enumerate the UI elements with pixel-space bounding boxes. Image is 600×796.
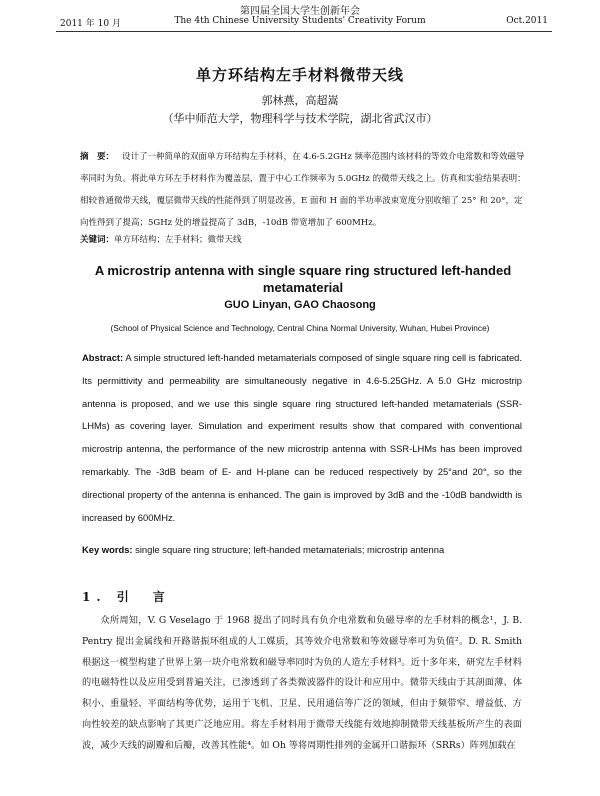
conference-name-en: The 4th Chinese University Students' Creativity Forum (174, 16, 426, 26)
abstract-text-en: A simple structured left-handed metamaterials composed of single square ring cell is fabricated. Its permittivity and permeability are simultaneously negative in 4.6-5.25GHz. A 5.0 GHz microstrip antenna is proposed, and we use this single square ring structured left-handed metamaterials (SSR-LHMs) as covering layer. Simulation and experiment results show that compared with conventional microstrip antenna, the performance of the new microstrip antenna with SSR-LHMs has been improved remarkably. The -3dB beam of E- and H-plane can be reduced respectively by 25°and 20°, so the directional property of the antenna is enhanced. The gain is improved by 3dB and the -10dB bandwidth is increased by 600MHz. (82, 352, 523, 523)
abstract-cn (80, 146, 526, 234)
affiliation-cn: （华中师范大学，物理科学与技术学院，湖北省武汉市） (162, 112, 438, 125)
abstract-text-cn: 设计了一种简单的双面单方环结构左手材料，在 4.6-5.2GHz 频率范围内该材料的等效介电常数和等效磁导率同时为负。将此单方环左手材料作为覆盖层，置于中心工作频率为 5.0GHz 的微带天线之上。仿真和实验结果表明：相较普通微带天线，覆层微带天线的性能得到了明显改善，E 面和 H 面的半功率波束宽度分别收缩了 25° 和 20°，定向性得到了提高；5GHz 处的增益提高了 3dB，-10dB 带宽增加了 600MHz。 (80, 152, 526, 228)
keywords-cn (80, 233, 526, 245)
keywords-en (82, 544, 522, 555)
keywords-text-en: single square ring structure; left-handed metamaterials; microstrip antenna (135, 544, 445, 555)
date-cn: 2011 年 10 月 (60, 19, 121, 29)
abstract-en (82, 347, 522, 529)
keywords-label-en: Key words: (82, 544, 133, 555)
authors-en: GUO Linyan, GAO Chaosong (224, 299, 376, 311)
introduction-body: 众所周知，V. G Veselago 于 1968 提出了同时具有负介电常数和负磁导率的左手材料的概念¹，J. B. Pentry 提出金属线和开路谐振环组成的人工媒质，其等效介电常数和等效磁导率可为负值²。D. R. Smith 根据这一模型构建了世界上第一块介电常数和磁导率同时为负的人造左手材料³。近十多年来，研究左手材料的电磁特性以及应用受到普遍关注，已渗透到了各类微波器件的设计和应用中。微带天线由于其剖面薄、体积小、重量轻、平面结构等优势，运用于飞机、卫星、民用通信等广泛的领域，但由于频带窄、增益低、方向性较差的缺点影响了其更广泛地应用。将左手材料用于微带天线能有效地抑制微带天线基板所产生的表面波，减少天线的副瓣和后瓣，改善其性能⁴。如 Oh 等将周期性排列的金属开口谐振环（SRRs）阵列加载在 (82, 615, 522, 751)
abstract-label-en: Abstract: (82, 352, 124, 363)
keywords-label-cn: 关键词： (80, 235, 115, 245)
keywords-text-cn: 单方环结构；左手材料；微带天线 (114, 235, 242, 245)
paper-title-cn: 单方环结构左手材料微带天线 (195, 66, 404, 84)
conference-name-cn: 第四届全国大学生创新年会 (240, 6, 360, 17)
header-rule (56, 31, 552, 32)
affiliation-en: (School of Physical Science and Technology, Central China Normal University, Wuhan, Hubei Province) (110, 323, 490, 333)
paper-title-en: A microstrip antenna with single square ring structured left-handed metamaterial (94, 263, 512, 295)
running-header (0, 0, 600, 34)
abstract-label-cn: 摘 要： (80, 152, 115, 162)
date-en: Oct.2011 (506, 16, 548, 26)
section-heading: 1. 引 言 (82, 590, 171, 604)
authors-cn: 郭林燕，高超嵩 (261, 94, 339, 107)
